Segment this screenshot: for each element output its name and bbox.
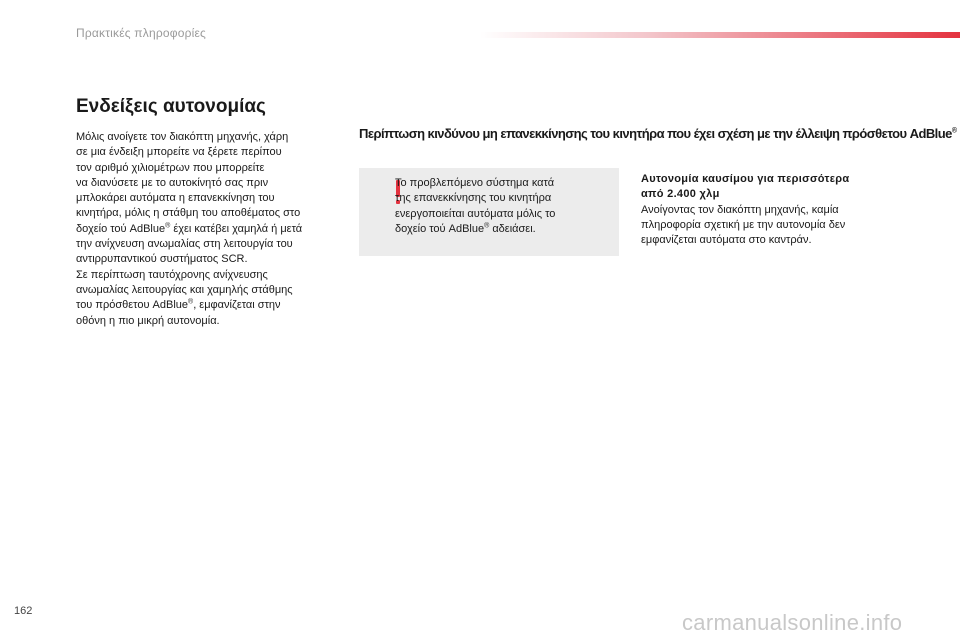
body-line: ανωμαλίας λειτουργίας και χαμηλής στάθμης (76, 283, 293, 296)
body-line (76, 222, 346, 237)
fuel-range-line: πληροφορία σχετική με την αυτονομία δεν (641, 218, 846, 231)
warning-line (395, 222, 600, 237)
warning-text-segment: δοχείο τού AdBlue (395, 222, 485, 235)
warning-line: Το προβλεπόμενο σύστημα κατά (395, 177, 555, 189)
registered-mark: ® (165, 222, 171, 230)
registered-mark: ® (951, 127, 957, 135)
body-line: την ανίχνευση ανωμαλίας στη λειτουργία του (76, 238, 293, 251)
body-text-segment: του πρόσθετου AdBlue (76, 299, 189, 312)
body-line: κινητήρα, μόλις η στάθμη του αποθέματος στο (76, 207, 301, 220)
body-text-segment: , εμφανίζεται στην (193, 299, 281, 312)
sub-heading-text: Περίπτωση κινδύνου μη επανεκκίνησης του κινητήρα που έχει σχέση με την έλλειψη πρόσθετου AdBlue (359, 126, 952, 141)
sub-heading (359, 126, 957, 141)
warning-line: ενεργοποιείται αυτόματα μόλις το (395, 207, 556, 220)
body-line: να διανύσετε με το αυτοκίνητό σας πριν (76, 176, 269, 189)
body-line: οθόνη η πιο μικρή αυτονομία. (76, 314, 220, 327)
section-title: Ενδείξεις αυτονομίας (76, 96, 266, 117)
page-number: 162 (14, 605, 33, 617)
body-line: σε μια ένδειξη μπορείτε να ξέρετε περίπου (76, 146, 282, 159)
body-line: Μόλις ανοίγετε τον διακόπτη μηχανής, χάρη (76, 131, 289, 143)
body-line (76, 298, 346, 313)
warning-line: της επανεκκίνησης του κινητήρα (395, 192, 552, 205)
fuel-range-line: εμφανίζεται αυτόματα στο καντράν. (641, 234, 812, 247)
header-title: Πρακτικές πληροφορίες (76, 26, 207, 40)
watermark: carmanualsonline.info (682, 610, 903, 635)
fuel-range-heading: από 2.400 χλμ (641, 188, 720, 201)
fuel-range-block (641, 172, 881, 248)
warning-text-segment: αδειάσει. (489, 222, 536, 235)
fuel-range-line: Ανοίγοντας τον διακόπτη μηχανής, καμία (641, 203, 839, 216)
body-line: τον αριθμό χιλιομέτρων που μπορρείτε (76, 161, 265, 174)
fuel-range-heading: Αυτονομία καυσίμου για περισσότερα (641, 173, 850, 185)
warning-text (395, 176, 600, 237)
body-line: αντιρρυπαντικού συστήματος SCR. (76, 253, 248, 266)
registered-mark: ® (484, 222, 490, 230)
body-line: μπλοκάρει αυτόματα η επανεκκίνηση του (76, 192, 275, 205)
registered-mark: ® (188, 298, 194, 306)
body-text-segment: δοχείο τού AdBlue (76, 222, 166, 235)
body-line: Σε περίπτωση ταυτόχρονης ανίχνευσης (76, 268, 268, 281)
body-paragraph (76, 130, 346, 329)
body-text-segment: έχει κατέβει χαμηλά ή μετά (170, 222, 303, 235)
warning-box (359, 168, 619, 256)
header-accent-bar (480, 32, 960, 38)
